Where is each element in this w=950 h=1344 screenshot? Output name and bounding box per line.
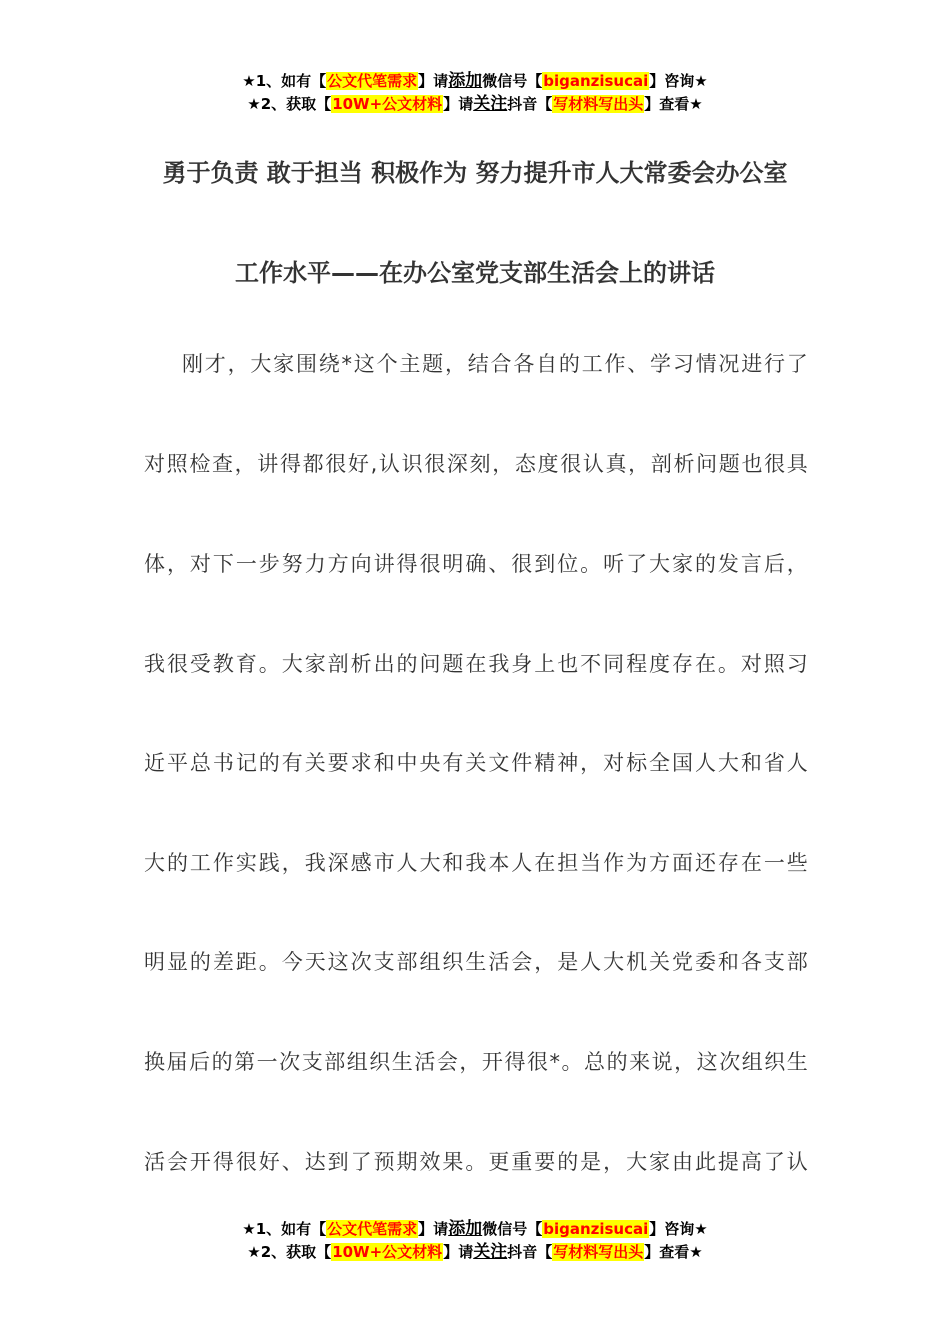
- document-title-line-1: 勇于负责 敢于担当 积极作为 努力提升市人大常委会办公室: [162, 159, 788, 187]
- body-line-6: 大的工作实践，我深感市人大和我本人在担当作为方面还存在一些: [144, 851, 808, 875]
- footer-banner: [0, 1218, 950, 1264]
- body-line-7: 明显的差距。今天这次支部组织生活会，是人大机关党委和各支部: [144, 950, 808, 974]
- footer-highlight-wechat-id: biganzisucai: [543, 1220, 649, 1238]
- body-line-1: 刚才，大家围绕*这个主题，结合各自的工作、学习情况进行了: [182, 352, 808, 376]
- footer-underlined-add: 添加: [448, 1219, 483, 1239]
- footer-banner-line-1: ★1、如有【公文代笔需求】请添加微信号【biganzisucai】咨询★: [242, 1219, 708, 1239]
- highlight-materials: 10W+公文材料: [332, 95, 443, 113]
- footer-highlight-service: 公文代笔需求: [327, 1220, 418, 1238]
- footer-highlight-materials: 10W+公文材料: [332, 1243, 443, 1261]
- banner-line-1: ★1、如有【公文代笔需求】请添加微信号【biganzisucai】咨询★: [242, 71, 708, 91]
- header-banner: [0, 70, 950, 116]
- body-line-9: 活会开得很好、达到了预期效果。更重要的是，大家由此提高了认: [144, 1150, 808, 1174]
- footer-highlight-douyin: 写材料写出头: [553, 1243, 644, 1261]
- highlight-service: 公文代笔需求: [327, 72, 418, 90]
- highlight-wechat-id: biganzisucai: [543, 72, 649, 90]
- body-line-5: 近平总书记的有关要求和中央有关文件精神，对标全国人大和省人: [144, 751, 808, 775]
- footer-banner-line-2: ★2、获取【10W+公文材料】请关注抖音【写材料写出头】查看★: [247, 1242, 703, 1262]
- banner-line-2: ★2、获取【10W+公文材料】请关注抖音【写材料写出头】查看★: [247, 94, 703, 114]
- body-line-4: 我很受教育。大家剖析出的问题在我身上也不同程度存在。对照习: [144, 652, 808, 676]
- document-title-line-2: 工作水平——在办公室党支部生活会上的讲话: [235, 259, 715, 287]
- body-line-2: 对照检查，讲得都很好,认识很深刻，态度很认真，剖析问题也很具: [144, 452, 808, 476]
- body-line-3: 体，对下一步努力方向讲得很明确、很到位。听了大家的发言后，: [144, 552, 808, 576]
- underlined-add: 添加: [448, 71, 483, 91]
- footer-underlined-follow: 关注: [473, 1242, 508, 1262]
- body-line-8: 换届后的第一次支部组织生活会，开得很*。总的来说，这次组织生: [144, 1050, 808, 1074]
- highlight-douyin: 写材料写出头: [553, 95, 644, 113]
- underlined-follow: 关注: [473, 94, 508, 114]
